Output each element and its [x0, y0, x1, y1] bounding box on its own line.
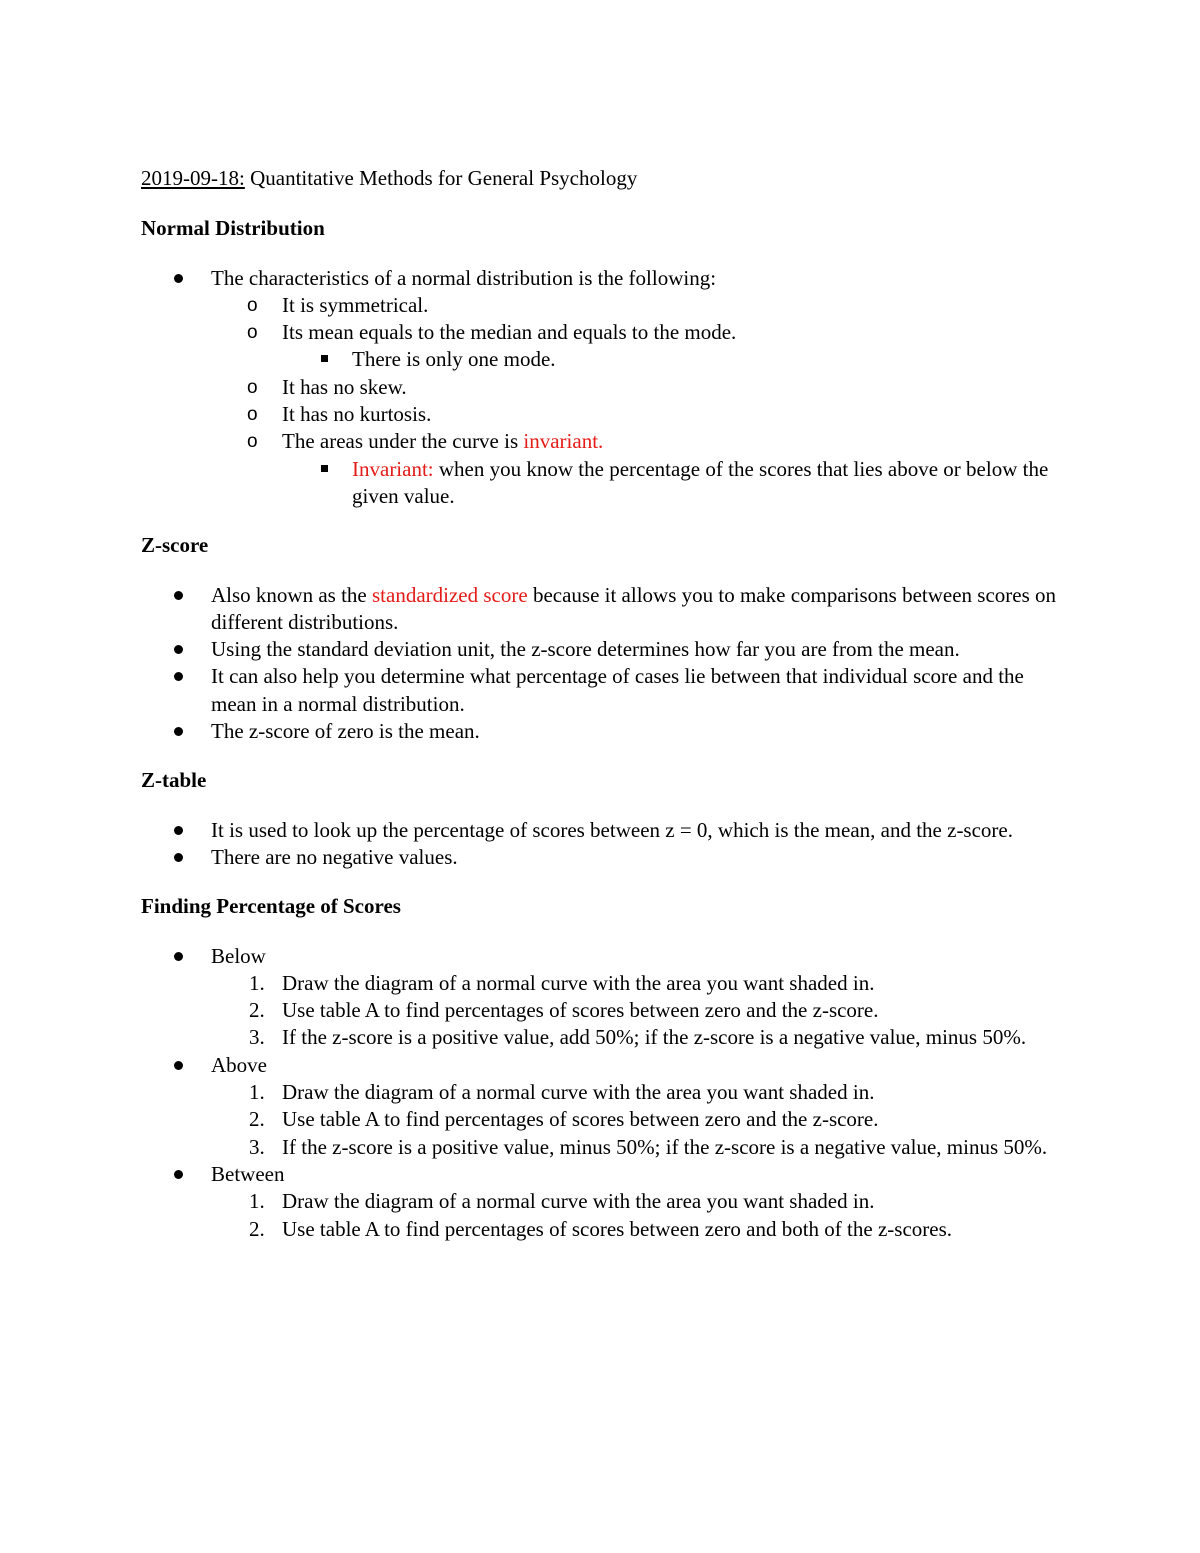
- step-number: 2.: [249, 1216, 265, 1241]
- list-item: [141, 401, 1071, 428]
- highlight-term: Invariant:: [352, 456, 434, 481]
- bullet-list: [141, 817, 1071, 872]
- circle-bullet-icon: o: [247, 404, 258, 426]
- list-item: [141, 456, 1071, 511]
- step-number: 1.: [249, 1080, 265, 1105]
- list-item: [141, 844, 1071, 871]
- list-item-text: Use table A to find percentages of scores between zero and both of the z-scores.: [282, 1216, 953, 1241]
- list-item-text: It is used to look up the percentage of scores between z = 0, which is the mean, and the z-score.: [211, 817, 1013, 842]
- bullet-icon: [174, 826, 183, 835]
- section-normal-distribution: [141, 215, 1071, 510]
- list-item-text: It is symmetrical.: [282, 292, 429, 317]
- list-item: [141, 1052, 1071, 1079]
- list-item: [141, 636, 1071, 663]
- list-item: [141, 346, 1071, 373]
- bullet-icon: [174, 1170, 183, 1179]
- list-item-text: If the z-score is a positive value, minus 50%; if the z-score is a negative value, minus 50%.: [282, 1134, 1048, 1159]
- list-item: [141, 1161, 1071, 1188]
- list-item-text: There are no negative values.: [211, 844, 458, 869]
- highlight-term: invariant.: [523, 429, 604, 454]
- numbered-item: [141, 1216, 1071, 1243]
- square-bullet-icon: [321, 355, 328, 362]
- bullet-icon: [174, 645, 183, 654]
- bullet-icon: [174, 672, 183, 681]
- numbered-item: [141, 1024, 1071, 1051]
- section-heading: Z-score: [141, 533, 209, 558]
- list-item: [141, 428, 1071, 455]
- list-item-text: Below: [211, 943, 266, 968]
- bullet-icon: [174, 727, 183, 736]
- bullet-list: [141, 265, 1071, 511]
- section-finding-percentage: [141, 893, 1071, 1243]
- list-item-text: Draw the diagram of a normal curve with the area you want shaded in.: [282, 1189, 875, 1214]
- bullet-list: [141, 582, 1071, 746]
- circle-bullet-icon: o: [247, 322, 258, 344]
- section-heading: Z-table: [141, 768, 207, 793]
- list-item-text: Using the standard deviation unit, the z-score determines how far you are from the mean.: [211, 637, 960, 662]
- circle-bullet-icon: o: [247, 431, 258, 453]
- list-item-text: The z-score of zero is the mean.: [211, 719, 480, 744]
- step-number: 3.: [249, 1134, 265, 1159]
- bullet-icon: [174, 1061, 183, 1070]
- circle-bullet-icon: o: [247, 376, 258, 398]
- list-item-text: because it allows you to make comparisons between scores on different distributions.: [211, 582, 1057, 634]
- list-item: [141, 292, 1071, 319]
- list-item-text: It has no kurtosis.: [282, 402, 432, 427]
- date-label: 2019-09-18:: [141, 166, 245, 190]
- list-item-text: when you know the percentage of the scores that lies above or below the given value.: [352, 456, 1049, 508]
- list-item-text: Its mean equals to the median and equals to the mode.: [282, 320, 737, 345]
- step-number: 2.: [249, 998, 265, 1023]
- numbered-item: [141, 1188, 1071, 1215]
- list-item-text: Between: [211, 1161, 285, 1186]
- list-item-text: Draw the diagram of a normal curve with the area you want shaded in.: [282, 970, 875, 995]
- list-item-text: There is only one mode.: [352, 347, 556, 372]
- numbered-item: [141, 1079, 1071, 1106]
- list-item: [141, 319, 1071, 346]
- numbered-item: [141, 997, 1071, 1024]
- list-item-text: If the z-score is a positive value, add 50%; if the z-score is a negative value, minus 50%.: [282, 1025, 1027, 1050]
- list-item: [141, 663, 1071, 718]
- document-title: [141, 165, 1071, 192]
- list-item-text: Use table A to find percentages of scores between zero and the z-score.: [282, 998, 879, 1023]
- section-heading: Finding Percentage of Scores: [141, 894, 401, 919]
- course-title: Quantitative Methods for General Psychology: [244, 166, 638, 190]
- list-item-text: Also known as the: [211, 582, 372, 607]
- list-item-text: It can also help you determine what percentage of cases lie between that individual score and the mean in a normal distribution.: [211, 664, 1024, 716]
- list-item-text: Draw the diagram of a normal curve with the area you want shaded in.: [282, 1080, 875, 1105]
- list-item: [141, 718, 1071, 745]
- step-number: 1.: [249, 1189, 265, 1214]
- square-bullet-icon: [321, 465, 328, 472]
- list-item-text: Above: [211, 1052, 267, 1077]
- list-item: [141, 265, 1071, 292]
- list-item-text: Use table A to find percentages of scores between zero and the z-score.: [282, 1107, 879, 1132]
- list-item: [141, 943, 1071, 970]
- list-item: [141, 374, 1071, 401]
- list-item-text: The areas under the curve is: [282, 429, 524, 454]
- step-number: 3.: [249, 1025, 265, 1050]
- section-z-table: [141, 767, 1071, 871]
- bullet-list: [141, 943, 1071, 1243]
- bullet-icon: [174, 853, 183, 862]
- bullet-icon: [174, 591, 183, 600]
- step-number: 1.: [249, 970, 265, 995]
- circle-bullet-icon: o: [247, 294, 258, 316]
- section-heading: Normal Distribution: [141, 216, 325, 241]
- highlight-term: standardized score: [372, 582, 528, 607]
- numbered-item: [141, 1106, 1071, 1133]
- step-number: 2.: [249, 1107, 265, 1132]
- list-item-text: It has no skew.: [282, 374, 407, 399]
- list-item: [141, 582, 1071, 637]
- section-z-score: [141, 532, 1071, 745]
- numbered-item: [141, 1134, 1071, 1161]
- numbered-item: [141, 970, 1071, 997]
- bullet-icon: [174, 274, 183, 283]
- list-item: [141, 817, 1071, 844]
- bullet-icon: [174, 952, 183, 961]
- document-page: [141, 165, 1071, 1243]
- list-item-text: The characteristics of a normal distribution is the following:: [211, 265, 717, 290]
